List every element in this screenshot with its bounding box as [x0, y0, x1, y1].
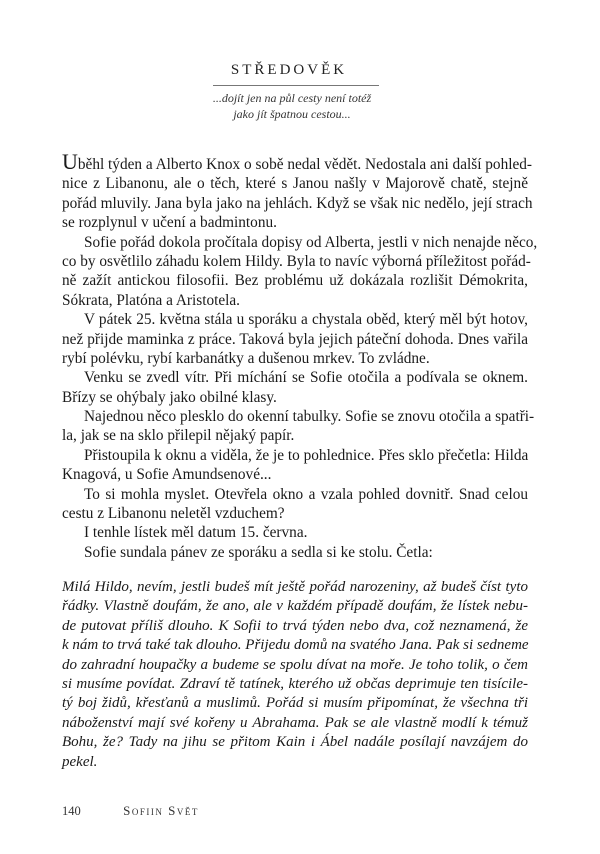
text-line: I tenhle lístek měl datum 15. června.	[84, 524, 308, 542]
text-line: se rozplynul v učení a badmintonu.	[62, 214, 277, 232]
text-line: Přistoupila k oknu a viděla, že je to pohlednice. Přes sklo přečetla: Hilda	[84, 446, 529, 464]
chapter-title: STŘEDOVĚK	[230, 62, 348, 78]
text-line: V pátek 25. května stála u sporáku a chystala oběd, který měl být hotov,	[84, 311, 528, 329]
letter-line: Bohu, že? Tady na jihu se přitom Kain i Ábel nadále posílají navzájem do	[62, 734, 528, 751]
text-line: ně zažít antickou filosofii. Bez problému už dokázala rozlišit Démokrita,	[62, 272, 528, 290]
drop-cap: U	[62, 149, 78, 174]
letter-line: řádky. Vlastně doufám, že ano, ale v každém případě doufám, že lístek nebu-	[62, 598, 528, 615]
text-line: nice z Libanonu, ale o těch, které s Janou našly v Majorově chatě, stejně	[62, 175, 528, 193]
letter-text	[62, 578, 528, 772]
text-line: rybí polévku, rybí karbanátky a dušenou mrkev. To zvládne.	[62, 349, 430, 367]
title-rule	[213, 85, 379, 86]
text-line: Sókrata, Platóna a Aristotela.	[62, 291, 240, 309]
text-line: než přijde maminka z práce. Taková byla jejich páteční dohoda. Dnes vařila	[62, 330, 528, 348]
text-line: la, jak se na sklo přilepil nějaký papír.	[62, 427, 295, 445]
chapter-motto	[200, 90, 384, 122]
text-line: Venku se zvedl vítr. Při míchání se Sofie otočila a podívala se oknem.	[84, 369, 528, 387]
text-line: Knagová, u Sofie Amundsenové...	[62, 466, 272, 484]
text-line: To si mohla myslet. Otevřela okno a vzala pohled dovnitř. Snad celou	[84, 485, 528, 503]
text-line: Břízy se ohýbaly jako obilné klasy.	[62, 388, 277, 406]
letter-line: Milá Hildo, nevím, jestli budeš mít ještě pořád narozeniny, až budeš číst tyto	[62, 579, 528, 595]
motto-line: ...dojít jen na půl cesty není totéž	[212, 91, 372, 105]
running-head: Sofiin Svět	[123, 803, 199, 818]
text-line-content: běhl týden a Alberto Knox o sobě nedal vědět. Nedostala ani další pohled-	[77, 156, 533, 173]
letter-line: pekel.	[62, 753, 98, 770]
letter-line: tý boj židů, křesťanů a muslimů. Pořád si musím připomínat, že všechna tři	[62, 695, 528, 712]
text-line	[62, 149, 533, 174]
letter-line: de putovat příliš dlouho. K Sofii to trvá týden nebo dva, což neznamená, že	[62, 617, 528, 634]
page-number: 140	[62, 804, 81, 818]
text-line: pořád mluvily. Jana byla jako na jehlách. Když se však nic nedělo, její strach	[62, 194, 533, 212]
text-line: co by osvětlilo záhadu kolem Hildy. Byla to navíc výborná příležitost pořád-	[62, 252, 531, 270]
motto-line: jako jít špatnou cestou...	[233, 107, 351, 121]
text-line: Sofie pořád dokola pročítala dopisy od Alberta, jestli v nich nenajde něco,	[84, 233, 538, 251]
letter-line: k nám to trvá také tak dlouho. Přijedu domů na svatého Jana. Pak si sedneme	[62, 637, 529, 654]
text-line: Sofie sundala pánev ze sporáku a sedla si ke stolu. Četla:	[84, 543, 433, 561]
text-line: Najednou něco plesklo do okenní tabulky. Sofie se znovu otočila a spatři-	[84, 408, 535, 426]
letter-line: si musíme povídat. Zdraví tě tatínek, kterého už občas deprimuje ten tisícile-	[62, 675, 528, 692]
letter-line: do zahradní houpačky a budeme se spolu dívat na moře. Je toho tolik, o čem	[62, 656, 528, 673]
letter-line: náboženství mají své kořeny u Abrahama. Pak se ale vlastně modlí k témuž	[62, 714, 528, 731]
body-text	[62, 149, 538, 562]
text-line: cestu z Libanonu neletěl vzduchem?	[62, 505, 285, 523]
page-footer	[62, 803, 199, 819]
